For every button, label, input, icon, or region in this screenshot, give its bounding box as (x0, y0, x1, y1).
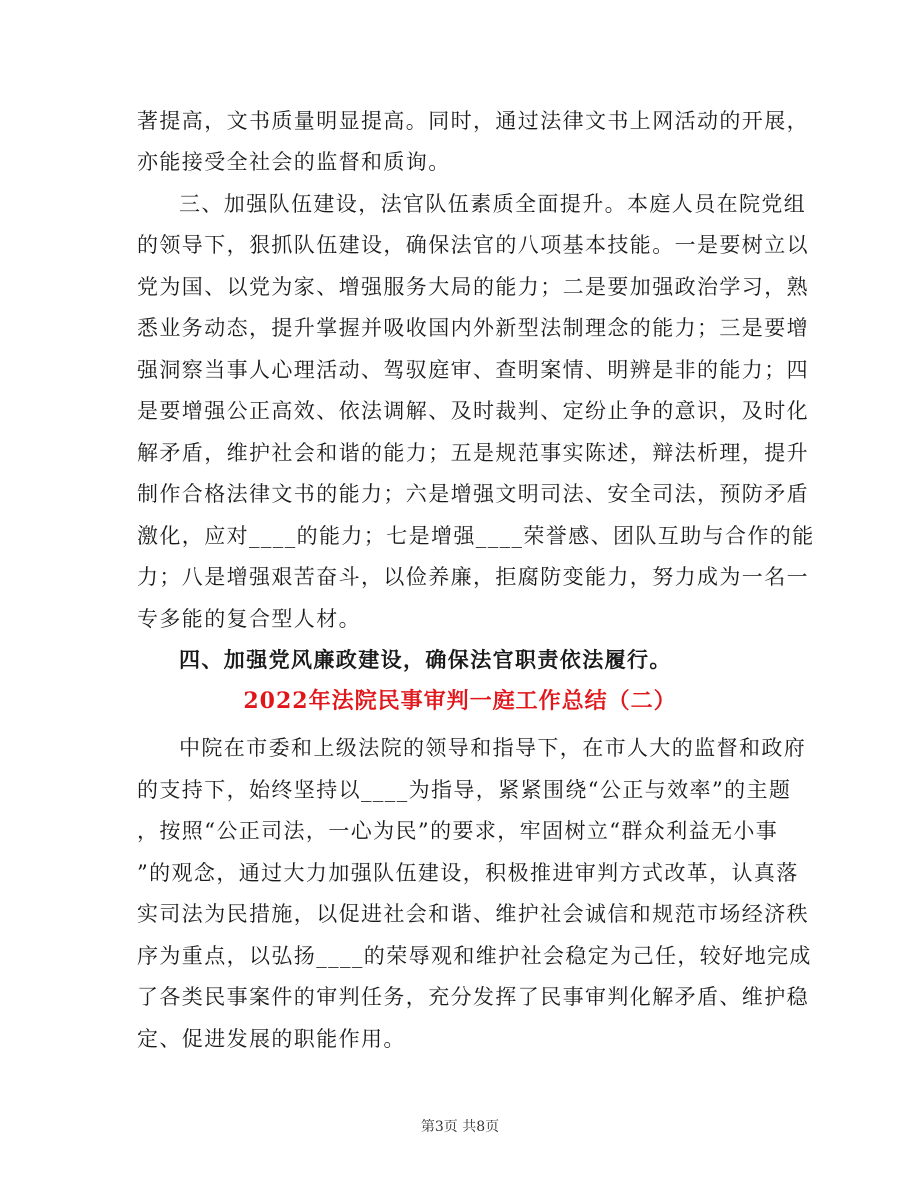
paragraph-line: 激化，应对____的能力；七是增强____荣誉感、团队互助与合作的能 (137, 524, 815, 548)
section-heading: 四、加强党风廉政建设，确保法官职责依法履行。 (179, 647, 672, 672)
paragraph-line: 的支持下，始终坚持以____为指导，紧紧围绕“公正与效率”的主题 (137, 778, 792, 802)
paragraph-line: 亦能接受全社会的监督和质询。 (137, 150, 451, 174)
paragraph-line: 定、促进发展的职能作用。 (137, 1027, 406, 1051)
paragraph-line: ，按照“公正司法，一心为民”的要求，牢固树立“群众利益无小事 (137, 819, 779, 843)
paragraph-line: 力；八是增强艰苦奋斗，以俭养廉，拒腐防变能力，努力成为一名一 (137, 565, 809, 589)
paragraph-line: 实司法为民措施，以促进社会和谐、维护社会诚信和规范市场经济秩 (137, 902, 809, 926)
document-title: 2022年法院民事审判一庭工作总结（二） (243, 688, 677, 714)
page-number: 第3页 共8页 (420, 1119, 500, 1135)
paragraph-line: 悉业务动态，提升掌握并吸收国内外新型法制理念的能力；三是要增 (137, 316, 809, 340)
paragraph-line: 著提高，文书质量明显提高。同时，通过法律文书上网活动的开展， (137, 109, 809, 133)
paragraph-line: 的领导下，狠抓队伍建设，确保法官的八项基本技能。一是要树立以 (137, 233, 809, 257)
paragraph-line: 了各类民事案件的审判任务，充分发挥了民事审判化解矛盾、维护稳 (137, 985, 809, 1009)
paragraph-line: 制作合格法律文书的能力；六是增强文明司法、安全司法，预防矛盾 (137, 482, 809, 506)
paragraph-line: 三、加强队伍建设，法官队伍素质全面提升。本庭人员在院党组 (179, 192, 807, 216)
paragraph-line: 解矛盾，维护社会和谐的能力；五是规范事实陈述，辩法析理，提升 (137, 441, 809, 465)
paragraph-line: 专多能的复合型人材。 (137, 607, 361, 631)
paragraph-line: 党为国、以党为家、增强服务大局的能力；二是要加强政治学习，熟 (137, 275, 809, 299)
paragraph-line: 是要增强公正高效、依法调解、及时裁判、定纷止争的意识，及时化 (137, 399, 809, 423)
paragraph-line: ”的观念，通过大力加强队伍建设，积极推进审判方式改革，认真落 (137, 861, 799, 885)
paragraph-line: 中院在市委和上级法院的领导和指导下，在市人大的监督和政府 (179, 736, 807, 760)
paragraph-line: 序为重点，以弘扬____的荣辱观和维护社会稳定为己任，较好地完成 (137, 944, 812, 968)
paragraph-line: 强洞察当事人心理活动、驾驭庭审、查明案情、明辨是非的能力；四 (137, 358, 809, 382)
